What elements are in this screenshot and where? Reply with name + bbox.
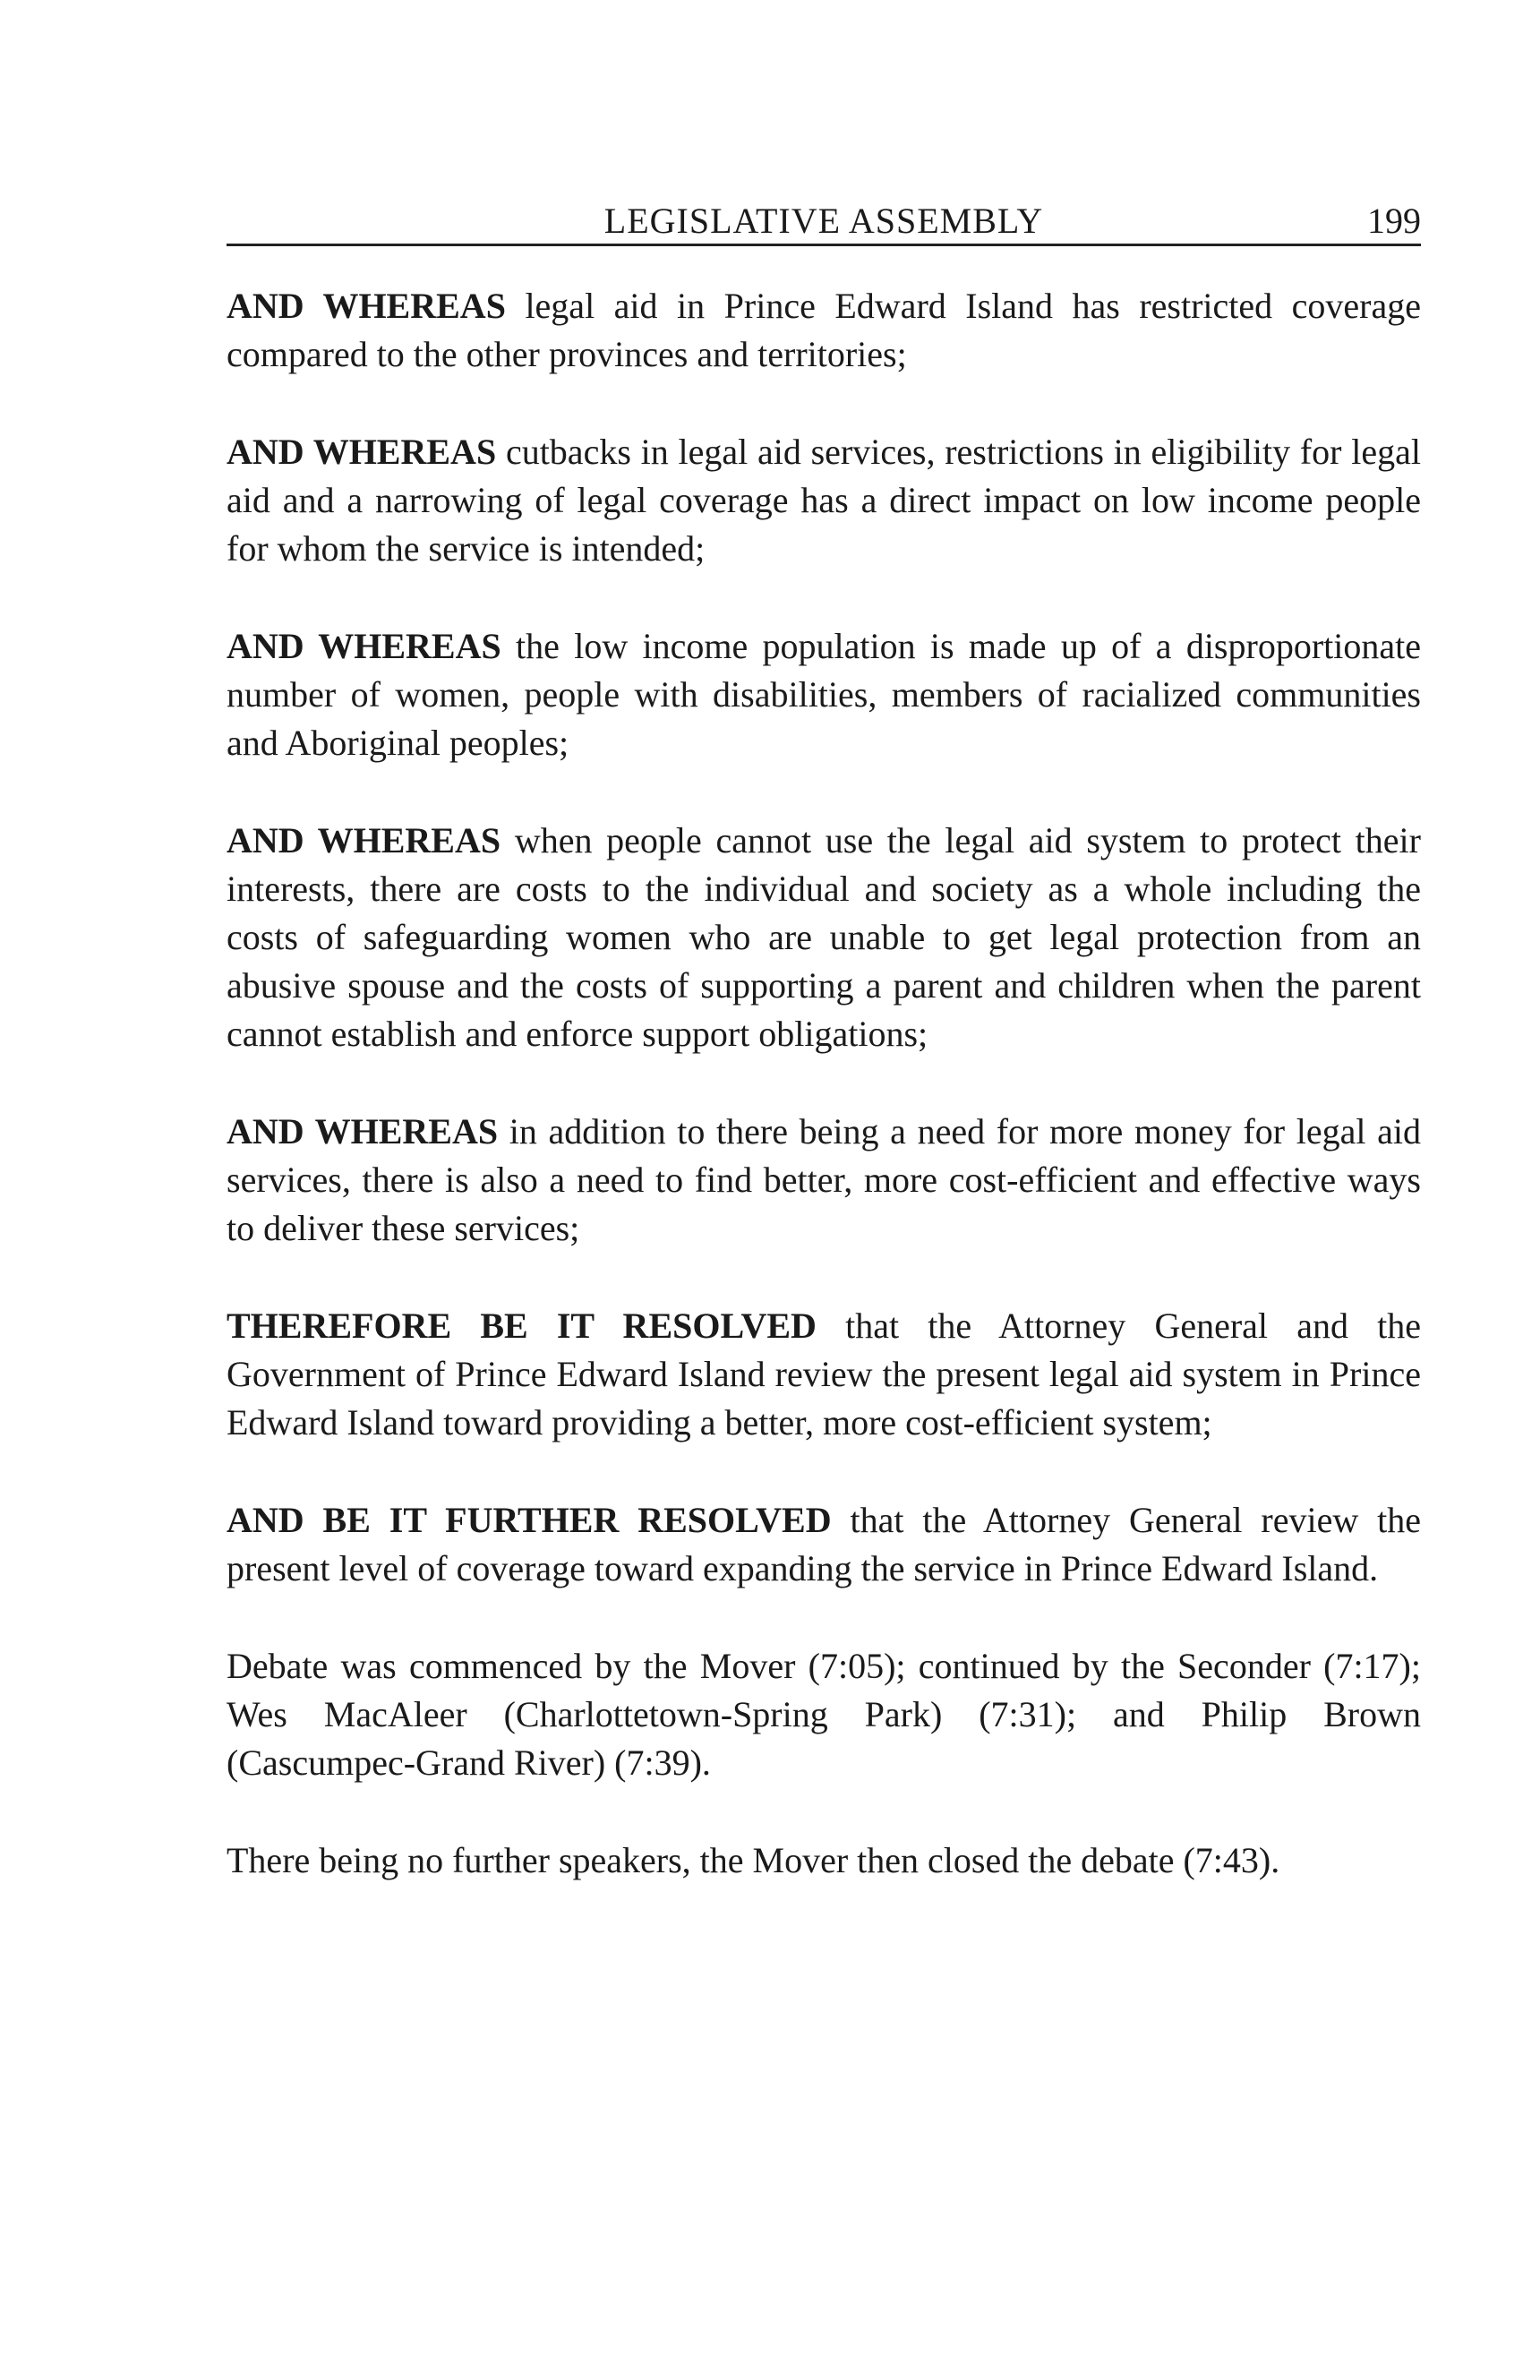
debate-text: Debate was commenced by the Mover (7:05); continued by the Seconder (7:17); Wes MacAleer (Charlottetown-Spring Park) (7:31); and Philip Brown (Cascumpec-Grand River) (7:39). xyxy=(227,1646,1421,1783)
clause-lead: AND WHEREAS xyxy=(227,286,506,326)
clause-lead: AND BE IT FURTHER RESOLVED xyxy=(227,1500,832,1540)
whereas-clause-3 xyxy=(227,622,1421,767)
clause-text: that the Attorney General review the present level of coverage toward expanding the service in Prince Edward Island. xyxy=(227,1500,1421,1588)
clause-lead: AND WHEREAS xyxy=(227,1111,499,1151)
page-header xyxy=(227,199,1421,246)
document-body xyxy=(227,282,1421,1885)
further-resolved-clause xyxy=(227,1496,1421,1593)
clause-text: legal aid in Prince Edward Island has restricted coverage compared to the other provinces and territories; xyxy=(227,286,1421,374)
running-title: LEGISLATIVE ASSEMBLY xyxy=(603,201,1044,241)
clause-text: in addition to there being a need for more money for legal aid services, there is also a need to find better, more cost-efficient and effective ways to deliver these services; xyxy=(227,1111,1421,1248)
clause-lead: AND WHEREAS xyxy=(227,820,501,860)
whereas-clause-2 xyxy=(227,428,1421,573)
clause-lead: AND WHEREAS xyxy=(227,432,497,472)
debate-record xyxy=(227,1642,1421,1787)
closing-text: There being no further speakers, the Mover then closed the debate (7:43). xyxy=(227,1840,1280,1880)
clause-text: that the Attorney General and the Government of Prince Edward Island review the present legal aid system in Prince Edward Island toward providing a better, more cost-efficient system; xyxy=(227,1306,1421,1443)
clause-lead: AND WHEREAS xyxy=(227,626,501,666)
clause-text: cutbacks in legal aid services, restrictions in eligibility for legal aid and a narrowing of legal coverage has a direct impact on low income people for whom the service is intended; xyxy=(227,432,1421,569)
whereas-clause-1 xyxy=(227,282,1421,379)
whereas-clause-5 xyxy=(227,1108,1421,1253)
clause-lead: THEREFORE BE IT RESOLVED xyxy=(227,1306,817,1346)
clause-text: when people cannot use the legal aid system to protect their interests, there are costs to the individual and society as a whole including the costs of safeguarding women who are unable to get legal protection from an abusive spouse and the costs of supporting a parent and children when the parent cannot establish and enforce support obligations; xyxy=(227,820,1421,1054)
page-number: 199 xyxy=(1367,201,1421,241)
debate-closing xyxy=(227,1836,1421,1885)
clause-text: the low income population is made up of a disproportionate number of women, people with disabilities, members of racialized communities and Aboriginal peoples; xyxy=(227,626,1421,763)
whereas-clause-4 xyxy=(227,817,1421,1058)
resolved-clause xyxy=(227,1302,1421,1447)
document-page xyxy=(227,199,1421,1934)
